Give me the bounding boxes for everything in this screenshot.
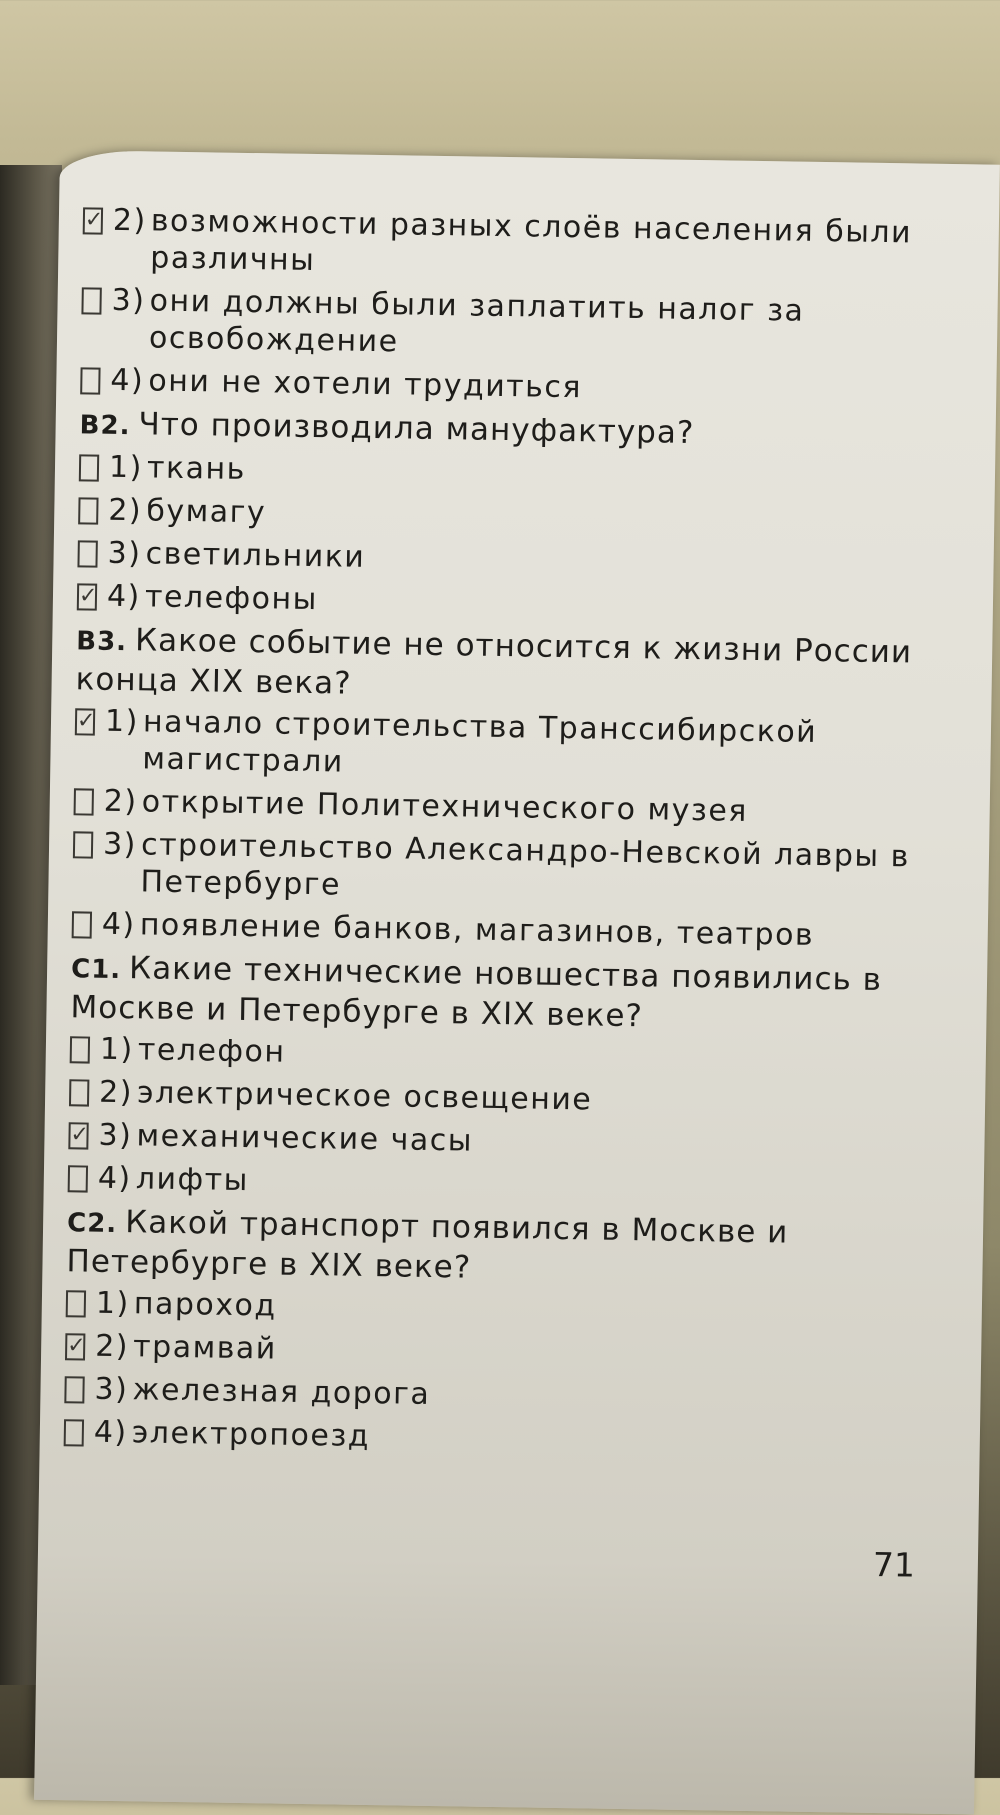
- option-number: 4): [110, 362, 145, 399]
- option-text: они не хотели трудиться: [148, 363, 583, 406]
- option-text: электропоезд: [131, 1415, 371, 1455]
- question-text: Какие технические новшества появились в Москве и Петербурге в XIX веке?: [70, 950, 883, 1035]
- question-b3: [72, 620, 957, 956]
- question-label: С1.: [70, 954, 122, 986]
- option-c2-4: [64, 1413, 944, 1464]
- option-prev-3: [81, 281, 962, 369]
- option-c2-3: [64, 1370, 944, 1421]
- option-b2-4: [77, 577, 957, 628]
- answer-checkbox[interactable]: [74, 788, 94, 815]
- option-text: трамвай: [132, 1329, 278, 1367]
- answer-checkbox[interactable]: [64, 1376, 84, 1403]
- option-number: 2): [112, 202, 147, 239]
- option-number: 4): [93, 1414, 128, 1451]
- option-number: 4): [106, 578, 142, 615]
- option-text: телефон: [137, 1032, 286, 1070]
- option-number: 1): [108, 449, 144, 486]
- option-number: 3): [102, 826, 138, 863]
- answer-checkbox[interactable]: ✓: [65, 1333, 85, 1360]
- answer-checkbox[interactable]: [81, 287, 101, 314]
- option-c2-2: [65, 1327, 945, 1378]
- answer-checkbox[interactable]: [73, 831, 93, 858]
- answer-checkbox[interactable]: ✓: [77, 583, 97, 610]
- question-c1: [68, 948, 952, 1210]
- option-b3-2: [73, 782, 953, 833]
- answer-checkbox[interactable]: ✓: [83, 207, 103, 234]
- option-number: 1): [104, 703, 140, 740]
- answer-checkbox[interactable]: [77, 540, 97, 567]
- question-label: С2.: [66, 1208, 118, 1240]
- option-text: железная дорога: [132, 1372, 431, 1412]
- option-text: электрическое освещение: [136, 1075, 593, 1118]
- option-text: лифты: [135, 1161, 250, 1199]
- option-prev-4: [80, 361, 960, 412]
- answer-checkbox[interactable]: [69, 1079, 89, 1106]
- option-b2-3: [77, 534, 957, 585]
- option-number: 3): [98, 1117, 133, 1154]
- question-prev-options: [80, 201, 963, 412]
- option-text: возможности разных слоёв населения были различны: [150, 203, 913, 279]
- option-text: они должны были заплатить налог за освобождение: [148, 283, 805, 360]
- page-number: 71: [872, 1544, 916, 1585]
- option-c1-3: [68, 1116, 948, 1167]
- option-b3-3: [72, 825, 953, 913]
- option-b3-4: [72, 905, 952, 956]
- option-number: 2): [103, 783, 138, 820]
- option-text: ткань: [146, 450, 247, 487]
- option-prev-2: [82, 201, 963, 289]
- option-number: 3): [111, 282, 146, 319]
- answer-checkbox[interactable]: [64, 1419, 84, 1446]
- answer-checkbox[interactable]: ✓: [75, 708, 95, 735]
- option-number: 3): [94, 1371, 129, 1408]
- option-number: 2): [98, 1074, 134, 1111]
- option-text: начало строительства Транссибирской магистрали: [142, 704, 818, 780]
- option-text: открытие Политехнического музея: [141, 784, 749, 829]
- option-text: телефоны: [144, 579, 319, 618]
- option-text: бумагу: [146, 493, 267, 531]
- question-heading: [75, 620, 956, 712]
- answer-checkbox[interactable]: [80, 367, 100, 394]
- answer-checkbox[interactable]: [78, 497, 98, 524]
- option-text: механические часы: [136, 1118, 474, 1159]
- option-text: строительство Александро-Невской лавры в Петербурге: [140, 827, 911, 903]
- option-b3-1: [74, 702, 955, 790]
- question-heading: [70, 948, 951, 1040]
- option-number: 1): [99, 1031, 134, 1068]
- option-text: появление банков, магазинов, театров: [139, 907, 815, 953]
- question-c2: [64, 1202, 948, 1464]
- option-number: 4): [101, 906, 136, 943]
- answer-checkbox[interactable]: [72, 911, 92, 938]
- question-label: В2.: [79, 410, 131, 442]
- option-c1-2: [69, 1073, 949, 1124]
- option-number: 4): [97, 1160, 132, 1197]
- answer-checkbox[interactable]: [68, 1165, 88, 1192]
- workbook-page: [34, 150, 1000, 1815]
- page-content: [63, 198, 963, 1470]
- question-text: Что производила мануфактура?: [138, 406, 695, 451]
- option-c1-4: [68, 1159, 948, 1210]
- option-text: пароход: [133, 1286, 277, 1324]
- option-number: 2): [108, 492, 143, 529]
- question-text: Какой транспорт появился в Москве и Петербурге в XIX веке?: [66, 1204, 789, 1286]
- answer-checkbox[interactable]: [66, 1290, 86, 1317]
- answer-checkbox[interactable]: [79, 454, 99, 481]
- option-number: 1): [95, 1285, 130, 1322]
- question-text: Какое событие не относится к жизни России конца XIX века?: [75, 622, 913, 702]
- option-text: светильники: [145, 536, 366, 575]
- option-number: 2): [94, 1328, 130, 1365]
- option-b2-2: [78, 491, 958, 542]
- option-number: 3): [107, 535, 142, 572]
- answer-checkbox[interactable]: ✓: [68, 1122, 88, 1149]
- question-label: В3.: [76, 626, 128, 658]
- question-heading: [66, 1202, 947, 1294]
- answer-checkbox[interactable]: [70, 1036, 90, 1063]
- question-b2: [77, 404, 960, 628]
